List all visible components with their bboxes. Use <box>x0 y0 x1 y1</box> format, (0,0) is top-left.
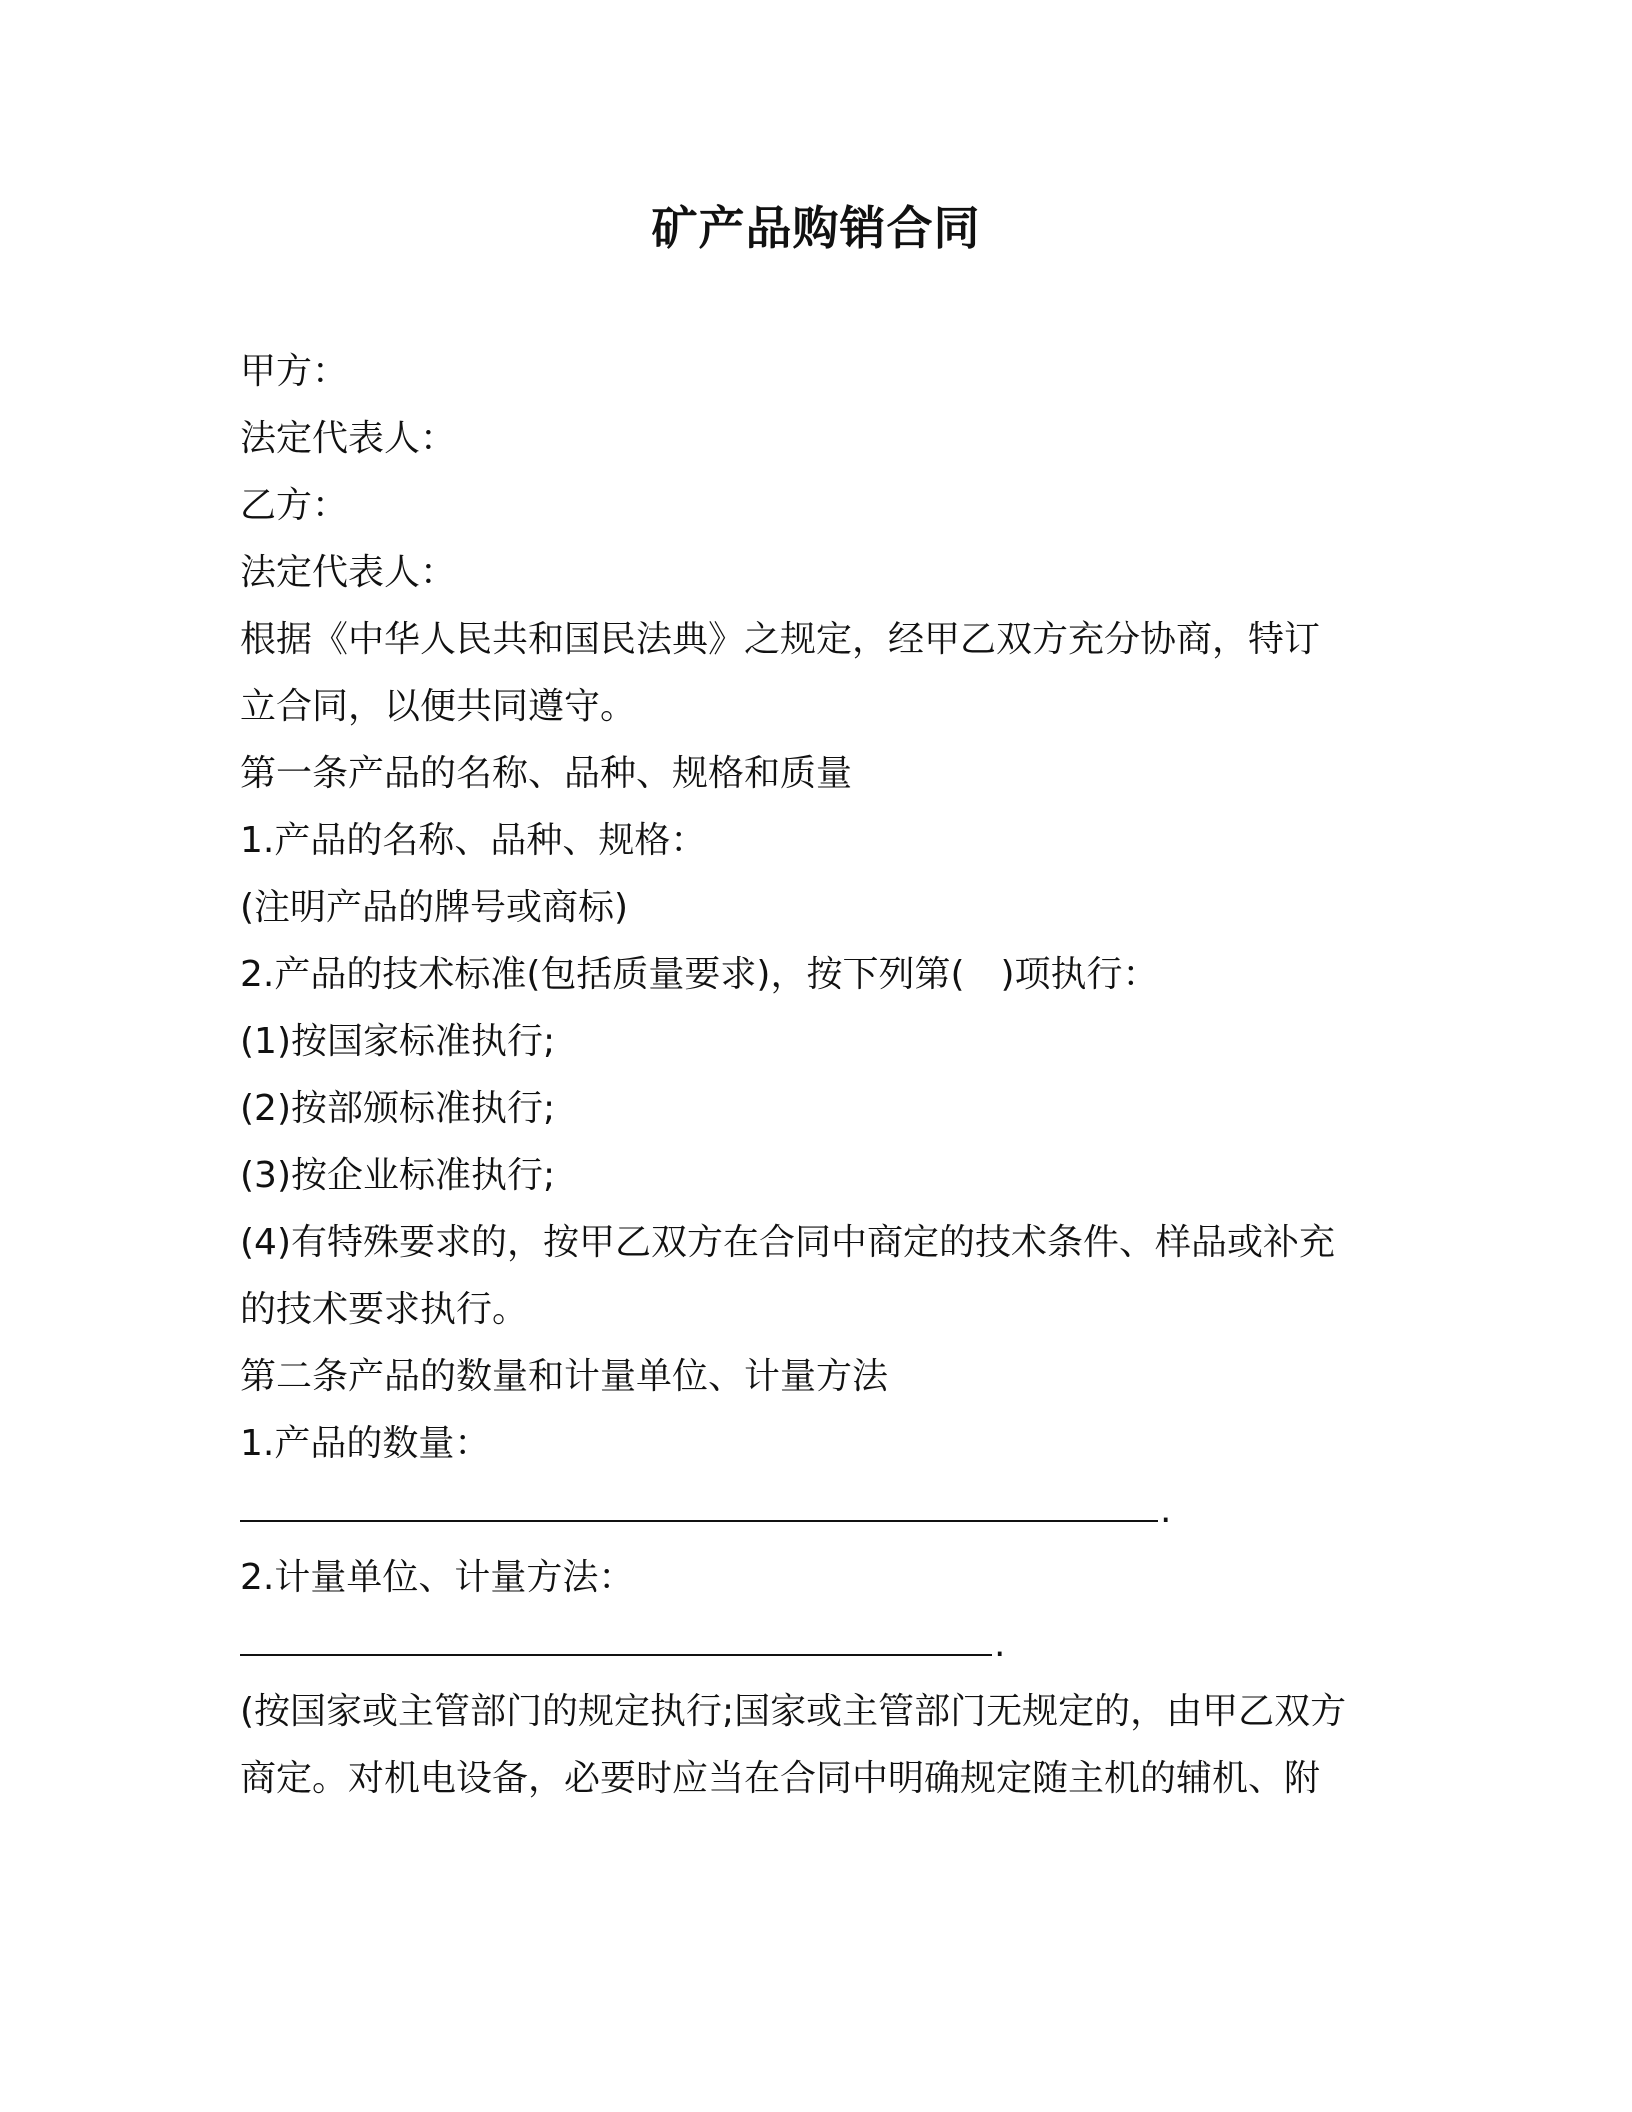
party-a-representative-line: 法定代表人： <box>240 418 457 459</box>
article-2-note-line-2: 商定。对机电设备，必要时应当在合同中明确规定随主机的辅机、附 <box>240 1758 1321 1799</box>
quantity-blank-period: . <box>1160 1490 1172 1531</box>
article-1-item-2: 2.产品的技术标准(包括质量要求)，按下列第( )项执行： <box>240 954 1159 995</box>
article-1-option-4-line-2: 的技术要求执行。 <box>240 1289 529 1330</box>
intro-paragraph-line-2: 立合同，以便共同遵守。 <box>240 686 637 727</box>
article-1-item-1-note: (注明产品的牌号或商标) <box>240 887 629 928</box>
article-1-heading: 第一条产品的名称、品种、规格和质量 <box>240 753 853 794</box>
article-1-option-1: (1)按国家标准执行; <box>240 1021 556 1062</box>
intro-paragraph-line-1: 根据《中华人民共和国民法典》之规定，经甲乙双方充分协商，特订 <box>240 619 1321 660</box>
article-2-note-line-1: (按国家或主管部门的规定执行;国家或主管部门无规定的，由甲乙双方 <box>240 1691 1347 1732</box>
article-1-option-4-line-1: (4)有特殊要求的，按甲乙双方在合同中商定的技术条件、样品或补充 <box>240 1222 1335 1263</box>
measurement-fill-rule <box>240 1614 992 1656</box>
quantity-fill-rule <box>240 1480 1158 1522</box>
measurement-blank-line <box>240 1611 1390 1678</box>
document-body <box>240 338 1390 1812</box>
article-1-option-3: (3)按企业标准执行; <box>240 1155 556 1196</box>
article-2-item-2: 2.计量单位、计量方法： <box>240 1557 635 1598</box>
article-2-heading: 第二条产品的数量和计量单位、计量方法 <box>240 1356 889 1397</box>
article-1-option-2: (2)按部颁标准执行; <box>240 1088 556 1129</box>
party-b-representative-line: 法定代表人： <box>240 552 457 593</box>
party-b-line: 乙方： <box>240 485 349 526</box>
document-title: 矿产品购销合同 <box>651 201 981 255</box>
article-2-item-1: 1.产品的数量： <box>240 1423 491 1464</box>
article-1-item-1: 1.产品的名称、品种、规格： <box>240 820 707 861</box>
measurement-blank-period: . <box>994 1624 1006 1665</box>
quantity-blank-line <box>240 1477 1390 1544</box>
party-a-line: 甲方： <box>240 351 349 392</box>
